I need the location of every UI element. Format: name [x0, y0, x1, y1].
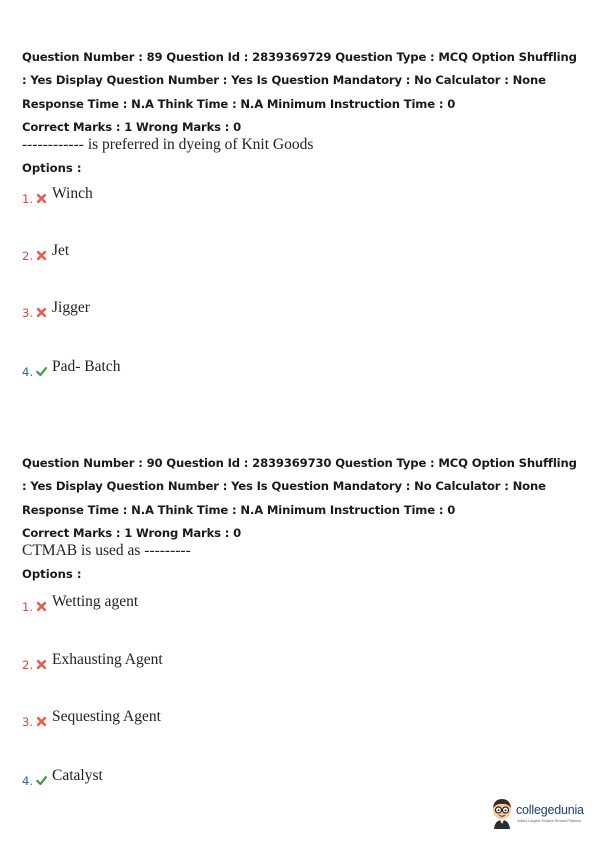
question-text: ------------ is preferred in dyeing of Knit Goods — [22, 135, 314, 153]
option-number: 4. — [22, 773, 33, 788]
option-number: 4. — [22, 364, 33, 379]
option-number: 2. — [22, 657, 33, 672]
option-item — [22, 239, 422, 263]
logo-tagline: India's Largest Student Review Platform — [517, 819, 581, 823]
option-text: Jigger — [52, 298, 90, 316]
cross-icon — [36, 250, 47, 261]
option-item — [22, 764, 422, 788]
option-text: Sequesting Agent — [52, 707, 161, 725]
option-text: Wetting agent — [52, 592, 139, 610]
option-text: Pad- Batch — [52, 357, 121, 375]
question-block — [22, 46, 582, 379]
option-item — [22, 705, 422, 729]
option-number: 3. — [22, 714, 33, 729]
option-item — [22, 590, 422, 614]
collegedunia-logo — [489, 797, 589, 831]
cross-icon — [36, 307, 47, 318]
question-marks: Correct Marks : 1 Wrong Marks : 0 — [22, 525, 242, 540]
option-text: Winch — [52, 184, 93, 202]
option-item — [22, 648, 422, 672]
option-number: 1. — [22, 599, 33, 614]
mascot-icon — [489, 797, 515, 829]
check-icon — [36, 366, 47, 377]
question-meta: Question Number : 90 Question Id : 2839369730 Question Type : MCQ Option Shuffling : Yes Display Question Number : Yes Is Question Mandatory : No Calculator : None Response Time : N.A Think Time : N.A Minimum Instruction Time : 0 — [22, 456, 577, 517]
option-text: Jet — [52, 241, 70, 259]
option-item — [22, 296, 422, 320]
options-label: Options : — [22, 160, 82, 175]
options-label: Options : — [22, 566, 82, 581]
question-block — [22, 452, 582, 788]
option-text: Catalyst — [52, 766, 103, 784]
cross-icon — [36, 193, 47, 204]
option-number: 1. — [22, 191, 33, 206]
check-icon — [36, 775, 47, 786]
cross-icon — [36, 601, 47, 612]
option-number: 3. — [22, 305, 33, 320]
logo-name: collegedunia — [516, 803, 584, 817]
option-number: 2. — [22, 248, 33, 263]
option-text: Exhausting Agent — [52, 650, 163, 668]
question-meta: Question Number : 89 Question Id : 2839369729 Question Type : MCQ Option Shuffling : Yes Display Question Number : Yes Is Question Mandatory : No Calculator : None Response Time : N.A Think Time : N.A Minimum Instruction Time : 0 — [22, 50, 577, 111]
option-item — [22, 182, 422, 206]
cross-icon — [36, 659, 47, 670]
cross-icon — [36, 716, 47, 727]
question-text: CTMAB is used as --------- — [22, 541, 191, 559]
question-marks: Correct Marks : 1 Wrong Marks : 0 — [22, 119, 242, 134]
option-item — [22, 355, 422, 379]
